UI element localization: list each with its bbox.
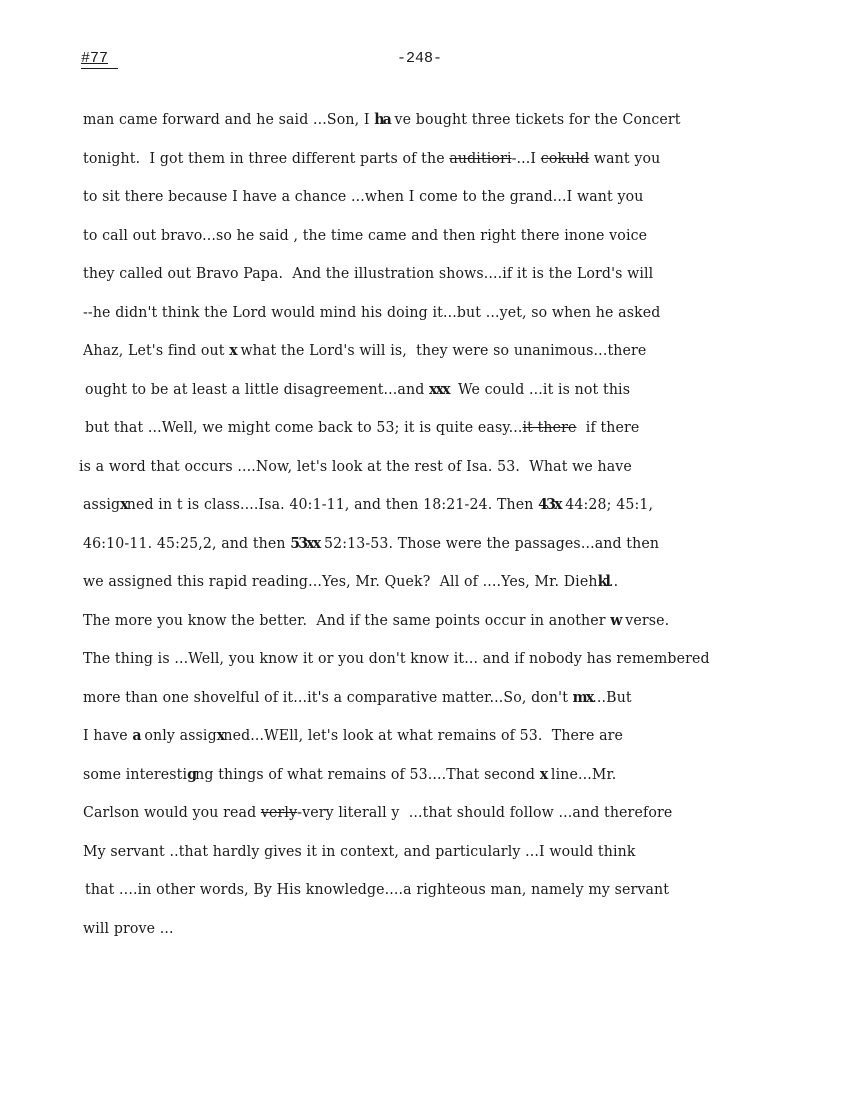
transcript-line xyxy=(83,723,623,747)
transcript-line xyxy=(83,338,646,362)
text-segment: but that ...Well, we might come back to 53; it is quite easy... xyxy=(85,418,523,436)
overtyped-text: x xyxy=(539,764,547,783)
transcript-line xyxy=(83,492,653,516)
text-segment: only assig xyxy=(139,726,217,744)
text-segment: man came forward and he said ...Son, I xyxy=(83,110,375,128)
text-segment: to call out bravo...so he said , the time came and then right there inone voice xyxy=(83,225,648,244)
transcript-line xyxy=(83,569,618,593)
transcript-line xyxy=(83,646,710,670)
overtyped-text: kl xyxy=(597,572,610,590)
text-segment: that ....in other words, By His knowledge....a righteous man, namely my servant xyxy=(85,880,670,898)
page-header xyxy=(0,50,855,74)
transcript-line xyxy=(83,261,653,285)
transcript-line xyxy=(83,300,660,324)
overtyped-text: w xyxy=(610,610,621,629)
text-segment: they called out Bravo Papa. And the illustration shows....if it is the Lord's will xyxy=(83,264,654,282)
text-segment: -very literall y ...that should follow ...and therefore xyxy=(297,803,673,821)
text-segment: want you xyxy=(589,148,661,167)
text-segment: 52:13-53. Those were the passages...and then xyxy=(319,533,660,552)
overtyped-text: x xyxy=(216,726,224,744)
overtyped-text: ha xyxy=(374,110,390,128)
text-segment: if there xyxy=(576,418,640,436)
transcript-line xyxy=(83,223,647,247)
struck-text: cokuld xyxy=(540,148,590,167)
transcript-line xyxy=(83,531,659,555)
transcript-line xyxy=(83,839,636,863)
transcript-line xyxy=(85,377,630,401)
overtyped-text: 43x xyxy=(538,495,561,513)
document-number: #77 xyxy=(81,50,118,69)
text-segment: .. xyxy=(609,572,619,590)
struck-text: auditiori xyxy=(449,148,512,167)
text-segment: to sit there because I have a chance ...when I come to the grand...I want you xyxy=(83,187,644,205)
text-segment: We could ...it is not this xyxy=(448,379,631,398)
text-segment: what the Lord's will is, they were so unanimous...there xyxy=(235,341,647,359)
transcript-line xyxy=(83,916,174,940)
text-segment: is a word that occurs ....Now, let's look at the rest of Isa. 53. What we have xyxy=(79,456,632,475)
text-segment: ned...WEll, let's look at what remains of 53. There are xyxy=(223,726,624,744)
text-segment: -...I xyxy=(511,148,541,167)
struck-text: it there xyxy=(522,418,577,436)
text-segment: Ahaz, Let's find out xyxy=(83,341,230,359)
text-segment: The thing is ...Well, you know it or you don't know it... and if nobody has remembered xyxy=(83,649,710,667)
text-segment: tonight. I got them in three different parts of the xyxy=(83,148,450,167)
struck-text: verly xyxy=(260,803,298,821)
transcript-line xyxy=(79,454,632,478)
text-segment: more than one shovelful of it...it's a comparative matter...So, don't xyxy=(83,687,573,706)
transcript-line xyxy=(83,685,632,709)
text-segment: assig xyxy=(83,495,121,513)
text-segment: ned in t is class....Isa. 40:1-11, and then 18:21-24. Then xyxy=(126,495,539,513)
text-segment: line...Mr. xyxy=(546,764,617,783)
text-segment: Carlson would you read xyxy=(83,803,261,821)
page-number: -248- xyxy=(397,50,443,67)
transcript-line xyxy=(85,415,639,439)
transcript-line xyxy=(83,184,643,208)
overtyped-text: xxx xyxy=(429,379,449,398)
transcript-line xyxy=(83,762,616,786)
text-segment: My servant ..that hardly gives it in context, and particularly ...I would think xyxy=(83,841,636,860)
transcript-line xyxy=(85,877,669,901)
text-segment: ...But xyxy=(592,687,632,706)
text-segment: we assigned this rapid reading...Yes, Mr. Quek? All of ....Yes, Mr. Dieh xyxy=(83,572,598,590)
text-segment: The more you know the better. And if the same points occur in another xyxy=(83,610,611,629)
overtyped-text: x xyxy=(229,341,236,359)
overtyped-text: 53xx xyxy=(290,533,320,552)
overtyped-text: x xyxy=(120,495,127,513)
transcript-line xyxy=(83,608,669,632)
transcript-line xyxy=(83,800,672,824)
overtyped-text: g xyxy=(187,764,196,783)
text-segment: I have xyxy=(83,726,133,744)
overtyped-text: a xyxy=(132,726,140,744)
text-segment: will prove ... xyxy=(83,918,174,937)
text-segment: --he didn't think the Lord would mind his doing it...but ...yet, so when he asked xyxy=(83,302,661,321)
transcript-line xyxy=(83,107,681,131)
text-segment: ought to be at least a little disagreement...and xyxy=(85,379,430,398)
transcript-line xyxy=(83,146,660,170)
text-segment: verse. xyxy=(620,610,670,629)
text-segment: ve bought three tickets for the Concert xyxy=(389,110,681,128)
text-segment: some interesti xyxy=(83,764,188,783)
text-segment: 46:10-11. 45:25,2, and then xyxy=(83,533,291,552)
text-segment: 44:28; 45:1, xyxy=(560,495,654,513)
text-segment: ng things of what remains of 53....That second xyxy=(195,764,540,783)
overtyped-text: mx xyxy=(572,687,593,706)
